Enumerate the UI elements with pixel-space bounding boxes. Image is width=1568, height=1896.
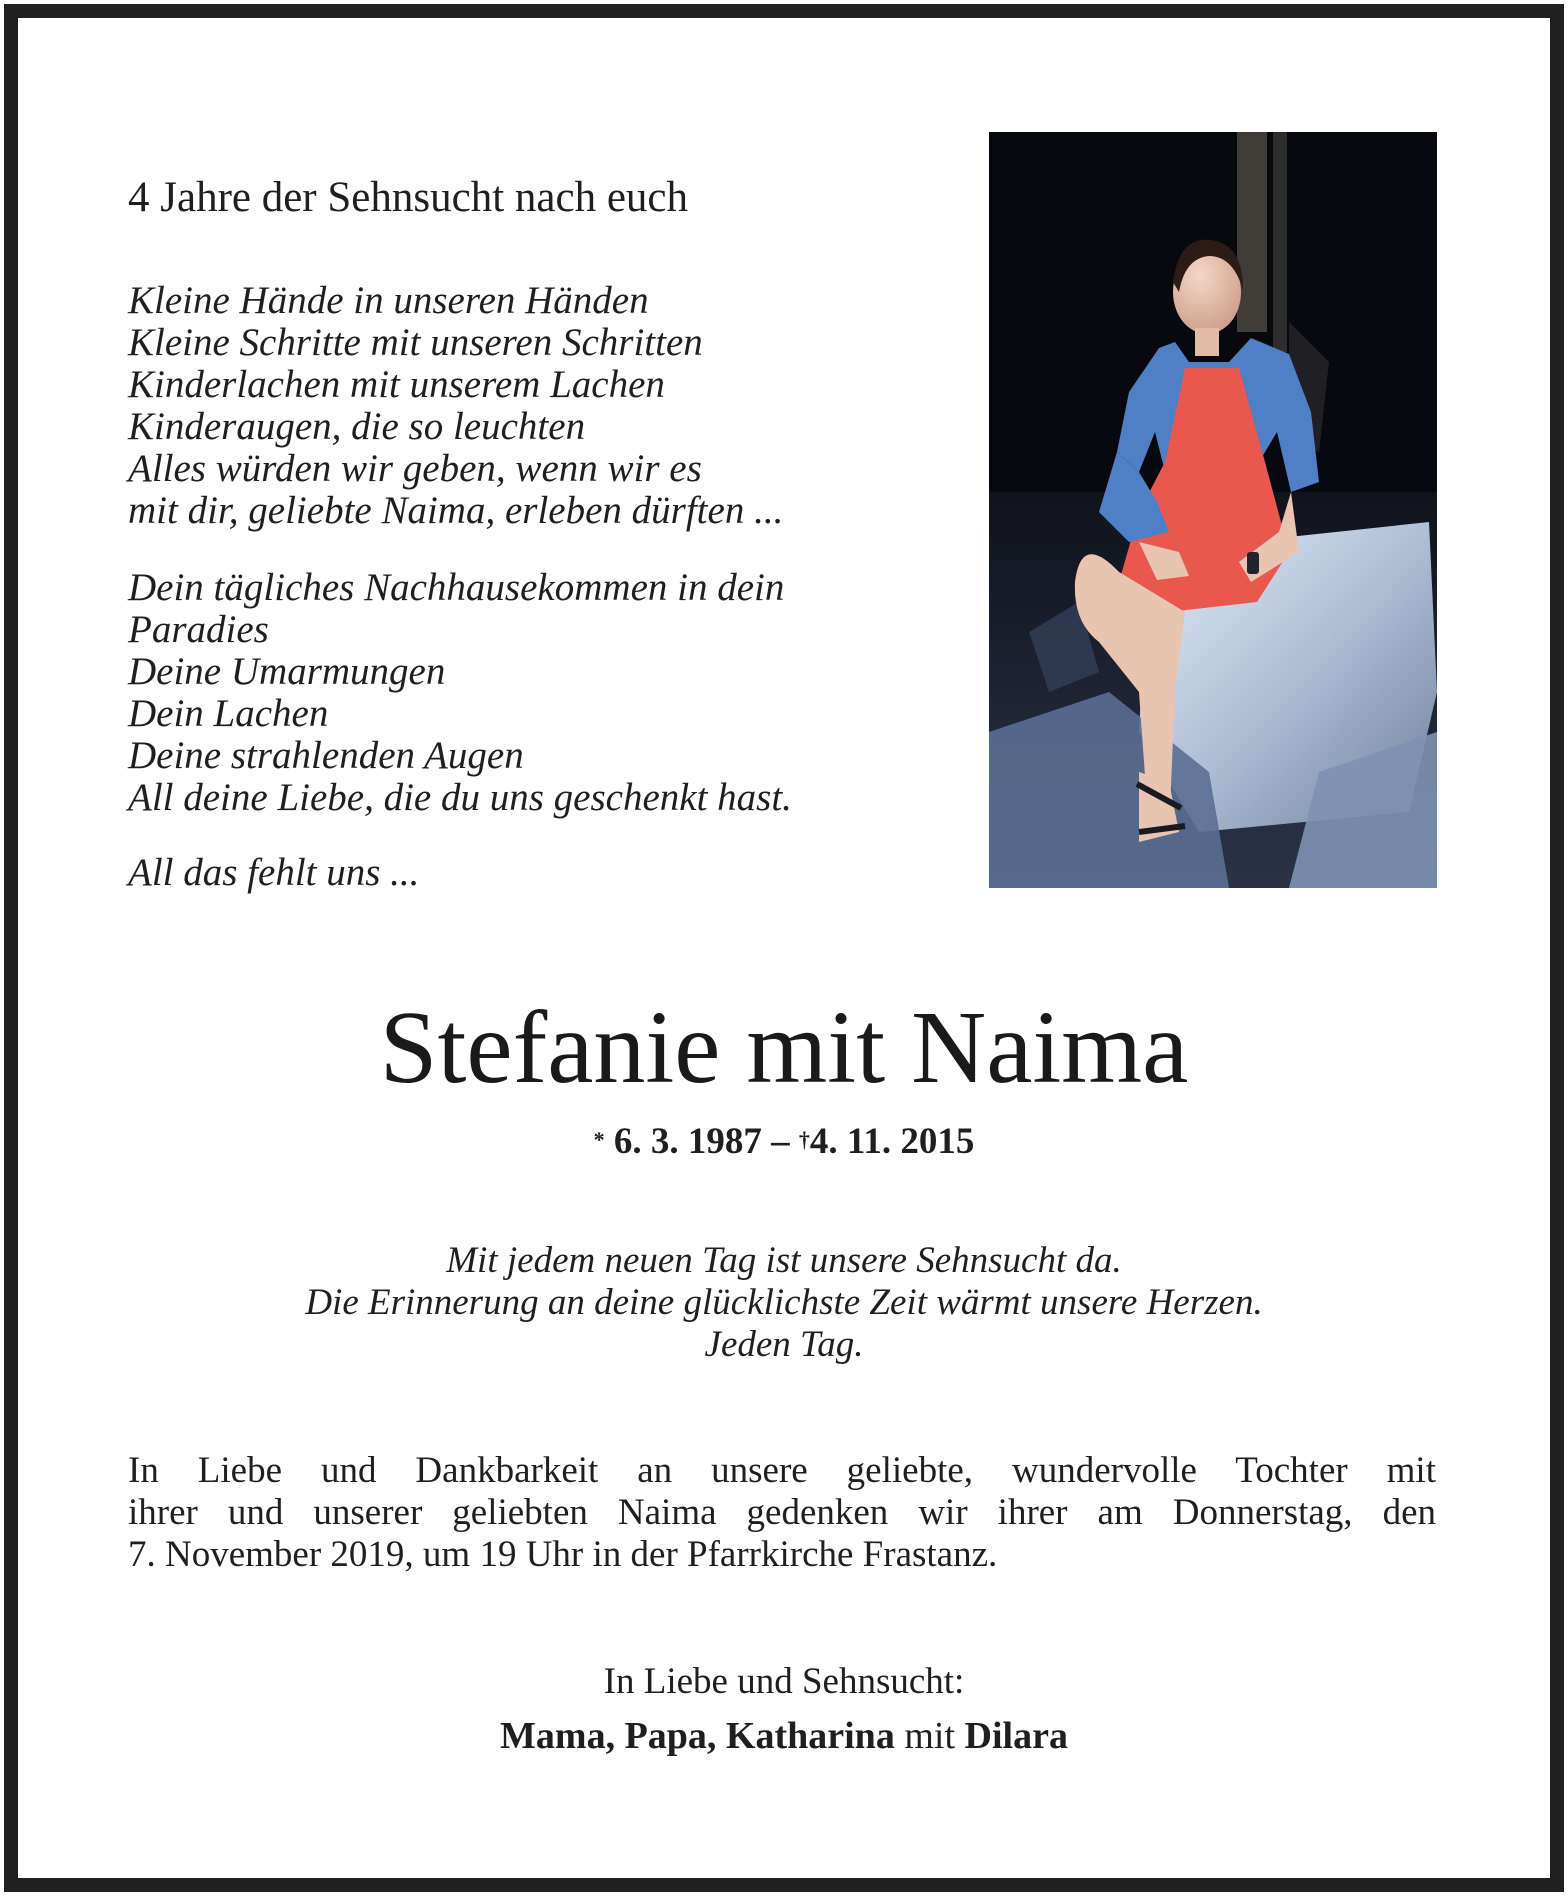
memorial-quote (0, 1240, 1568, 1366)
announcement-line: 7. November 2019, um 19 Uhr in der Pfarrkirche Frastanz. (128, 1534, 998, 1575)
poem-line: Dein Lachen (128, 692, 329, 735)
poem-line: All das fehlt uns ... (128, 851, 420, 894)
poem-line: Kinderaugen, die so leuchten (128, 405, 586, 448)
signer-connector: mit (904, 1715, 956, 1757)
portrait-illustration (989, 132, 1437, 888)
quote-line: Jeden Tag. (704, 1324, 864, 1365)
poem-line: Kleine Hände in unseren Händen (128, 279, 649, 322)
birth-symbol: * (593, 1127, 605, 1152)
signer-child: Dilara (964, 1715, 1068, 1757)
deceased-name: Stefanie mit Naima (379, 990, 1189, 1105)
poem-line: All deine Liebe, die du uns geschenkt hast. (128, 776, 792, 819)
memorial-announcement (128, 1450, 1436, 1576)
death-symbol: † (798, 1127, 810, 1152)
poem-line: mit dir, geliebte Naima, erleben dürften ... (128, 489, 784, 532)
portrait-photo (989, 132, 1437, 888)
birth-date: 6. 3. 1987 (613, 1121, 762, 1162)
closing-line: In Liebe und Sehnsucht: (603, 1661, 965, 1702)
poem-stanza-1 (128, 280, 783, 532)
poem-line: Deine strahlenden Augen (128, 734, 524, 777)
poem-line: Alles würden wir geben, wenn wir es (128, 447, 702, 490)
signers (0, 1712, 1568, 1760)
poem-line: Kleine Schritte mit unseren Schritten (128, 321, 703, 364)
poem-line: Paradies (128, 608, 269, 651)
announcement-line: In Liebe und Dankbarkeit an unsere geliebte, wundervolle Tochter mit (128, 1450, 1436, 1491)
announcement-line: ihrer und unserer geliebten Naima gedenken wir ihrer am Donnerstag, den (128, 1492, 1436, 1533)
quote-line: Die Erinnerung an deine glücklichste Zeit wärmt unsere Herzen. (305, 1282, 1263, 1323)
date-separator: – (771, 1121, 790, 1162)
quote-line: Mit jedem neuen Tag ist unsere Sehnsucht da. (446, 1240, 1122, 1281)
poem-stanza-3 (128, 852, 419, 894)
poem-line: Dein tägliches Nachhausekommen in dein (128, 566, 785, 609)
poem-line: Kinderlachen mit unserem Lachen (128, 363, 665, 406)
life-dates (0, 1118, 1568, 1166)
poem-stanza-2 (128, 567, 792, 819)
intro-title: 4 Jahre der Sehnsucht nach euch (128, 174, 688, 221)
death-date: 4. 11. 2015 (809, 1121, 975, 1162)
poem-line: Deine Umarmungen (128, 650, 446, 693)
signer-names: Mama, Papa, Katharina (500, 1715, 895, 1757)
